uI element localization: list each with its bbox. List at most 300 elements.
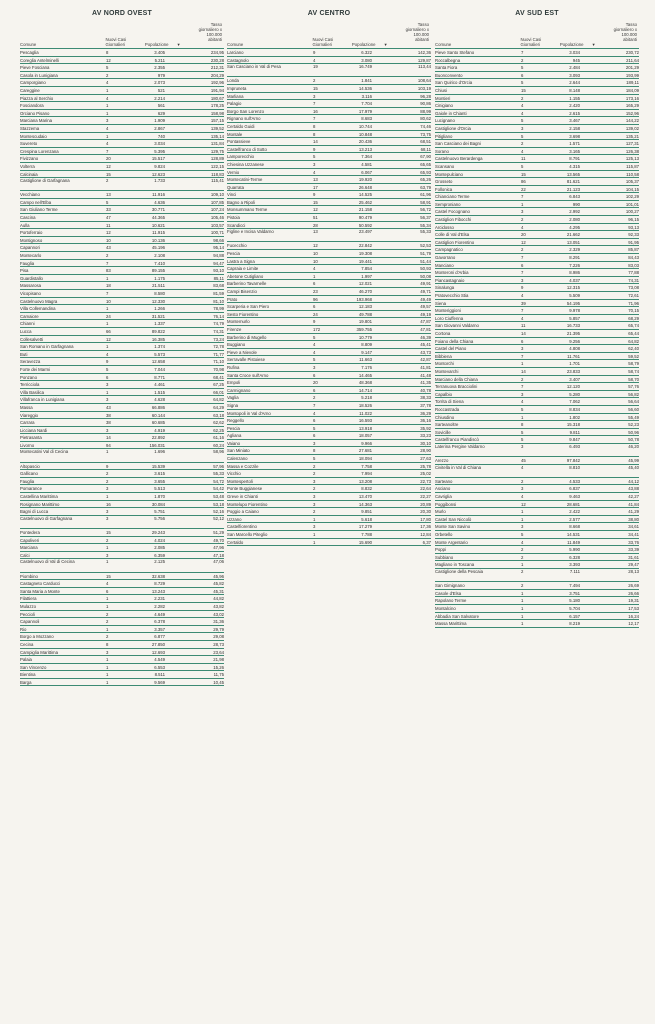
cell-comune: Casola in Lunigiana [20, 72, 58, 78]
table-row [20, 552, 224, 560]
table-row [20, 611, 224, 619]
cell-nuovi-casi: 1 [106, 133, 109, 139]
table-row [435, 478, 639, 486]
cell-comune: Santa Fiora [435, 65, 458, 71]
cell-comune: Greve in Chianti [227, 494, 258, 500]
section-title: AV NORD OVEST [91, 10, 153, 17]
table-row [227, 169, 431, 177]
cell-nuovi-casi: 4 [521, 464, 524, 470]
table-row [20, 493, 224, 501]
cell-comune: Poggio a Caiano [227, 509, 259, 515]
cell-comune: Montecarlo [20, 253, 42, 259]
header-tasso-line: giornaliero x [198, 27, 222, 32]
cell-popolazione: 21.123 [566, 186, 580, 192]
cell-comune: Bientina [20, 672, 36, 678]
cell-tasso: 122,15 [210, 163, 224, 169]
cell-nuovi-casi: 4 [521, 293, 524, 298]
cell-comune: Chiesina Uzzanese [227, 161, 265, 167]
cell-nuovi-casi: 10 [106, 298, 111, 304]
cell-popolazione: 1.374 [154, 344, 165, 350]
cell-nuovi-casi: 3 [521, 346, 524, 352]
cell-tasso: 102,29 [625, 194, 639, 200]
cell-nuovi-casi: 1 [106, 626, 109, 632]
cell-nuovi-casi: 5 [106, 199, 109, 205]
table-row [227, 242, 431, 250]
cell-tasso: 43,73 [420, 349, 431, 355]
cell-nuovi-casi: 24 [313, 311, 318, 317]
cell-nuovi-casi: 9 [313, 319, 316, 325]
cell-popolazione: 11.663 [359, 357, 372, 363]
cell-tasso: 50,96 [628, 429, 639, 435]
sort-desc-icon: ▼ [176, 42, 181, 47]
cell-popolazione: 629 [157, 110, 165, 116]
cell-popolazione: 10.621 [151, 222, 165, 228]
cell-comune: Aulla [20, 222, 30, 228]
cell-comune: Signa [227, 402, 238, 408]
cell-popolazione: 8.148 [569, 87, 580, 93]
cell-comune: Altopascio [20, 463, 40, 469]
table-row [20, 267, 224, 275]
table-row [227, 64, 431, 77]
header-comune: Comune [20, 42, 37, 47]
table-row [435, 493, 639, 501]
table-row [435, 554, 639, 562]
table-row [20, 206, 224, 214]
cell-nuovi-casi: 8 [313, 448, 316, 454]
cell-popolazione: 27.850 [151, 641, 165, 647]
column-av-centro [227, 8, 431, 546]
header-tasso-line: 100.000 [206, 32, 222, 37]
cell-comune: Barga [20, 679, 32, 685]
cell-comune: Montepulciano [435, 171, 463, 177]
table-row [435, 508, 639, 516]
cell-popolazione: 12.658 [151, 359, 165, 365]
cell-comune: Torrita di Siena [435, 399, 464, 405]
cell-comune: Vaiano [227, 440, 241, 446]
cell-popolazione: 10.744 [358, 123, 372, 129]
cell-nuovi-casi: 2 [521, 57, 524, 63]
table-row [435, 613, 639, 621]
cell-popolazione: 4.628 [154, 397, 165, 403]
cell-popolazione: 11.916 [152, 192, 165, 198]
cell-tasso: 74,31 [213, 328, 224, 334]
cell-tasso: 49,71 [420, 289, 431, 294]
cell-tasso: 93,10 [213, 268, 224, 274]
cell-comune: Lucca [20, 328, 32, 334]
cell-comune: Santa Maria a Monte [20, 588, 60, 594]
cell-nuovi-casi: 1 [106, 103, 109, 109]
table-row [435, 391, 639, 399]
cell-comune: Monteroni d'Arbia [435, 270, 469, 276]
cell-nuovi-casi: 2 [106, 619, 109, 625]
cell-tasso: 58,70 [628, 376, 639, 382]
table-row [20, 313, 224, 321]
cell-tasso: 37,78 [420, 402, 431, 408]
cell-comune: Monteriggioni [435, 308, 461, 314]
cell-tasso: 12,84 [420, 532, 431, 537]
cell-nuovi-casi: 3 [106, 515, 109, 521]
table-row [227, 402, 431, 410]
cell-nuovi-casi: 6 [313, 281, 316, 287]
cell-comune: Castelnuovo di Garfagnana [20, 515, 73, 521]
cell-nuovi-casi: 16 [106, 501, 111, 507]
cell-nuovi-casi: 4 [521, 539, 524, 545]
cell-comune: Piancastagnaio [435, 277, 465, 283]
table-row [20, 381, 224, 389]
cell-tasso: 115,41 [211, 178, 224, 184]
table-row [435, 231, 639, 239]
table-row [227, 123, 431, 131]
cell-popolazione: 7.111 [569, 568, 580, 574]
cell-comune: Capraia e Limite [227, 266, 259, 272]
cell-tasso: 189,11 [626, 80, 639, 86]
cell-tasso: 101,01 [625, 201, 639, 207]
table-row [20, 633, 224, 641]
cell-nuovi-casi: 2 [521, 568, 524, 574]
cell-tasso: 71,10 [213, 359, 224, 365]
cell-tasso: 96,15 [628, 217, 639, 223]
table-row [227, 508, 431, 516]
cell-popolazione: 9.147 [361, 349, 372, 355]
cell-comune: Londa [227, 78, 239, 84]
header-tasso [171, 22, 224, 47]
cell-comune: Calcinaia [20, 171, 38, 177]
cell-popolazione: 17.279 [358, 524, 372, 530]
cell-nuovi-casi: 4 [106, 95, 109, 101]
cell-popolazione: 4.919 [154, 427, 165, 433]
cell-tasso: 91,95 [628, 239, 639, 245]
cell-comune: San Romano in Garfagnana [20, 344, 74, 350]
cell-popolazione: 18.526 [358, 402, 372, 408]
cell-popolazione: 21.511 [152, 283, 165, 289]
cell-popolazione: 4.533 [569, 478, 580, 484]
cell-comune: Santa Croce sull'Arno [227, 372, 269, 378]
cell-comune: Marliana [227, 93, 244, 99]
cell-tasso: 58,96 [213, 449, 224, 455]
cell-popolazione: 5.704 [569, 605, 580, 611]
cell-comune: Agliana [227, 433, 242, 439]
cell-comune: Castelnuovo di Val di Cecina [20, 559, 75, 565]
cell-comune: Roccastrada [435, 406, 460, 412]
header-tasso-line: abitanti [623, 37, 637, 42]
cell-tasso: 51,29 [213, 530, 224, 535]
cell-comune: Coreglia Antelminelli [20, 57, 59, 63]
table-row [20, 595, 224, 603]
cell-comune: San Casciano dei Bagni [435, 141, 481, 147]
cell-comune: Rosignano Marittimo [20, 501, 60, 507]
cell-tasso: 65,44 [628, 330, 639, 336]
cell-nuovi-casi: 9 [106, 463, 109, 469]
cell-popolazione: 7.758 [361, 463, 372, 469]
cell-tasso: 41,84 [628, 501, 639, 507]
cell-nuovi-casi: 5 [521, 532, 524, 537]
table-row [20, 191, 224, 199]
cell-comune: Impruneta [227, 85, 247, 91]
cell-popolazione: 12.120 [566, 384, 580, 390]
cell-nuovi-casi: 1 [106, 344, 109, 350]
table-row [435, 465, 639, 478]
table-row [227, 138, 431, 146]
cell-popolazione: 11.849 [567, 539, 580, 545]
table-row [227, 341, 431, 349]
cell-nuovi-casi: 4 [521, 224, 524, 230]
cell-popolazione: 4.037 [569, 277, 580, 283]
header-tasso-line: abitanti [208, 37, 222, 42]
cell-popolazione: 7.494 [569, 583, 580, 589]
cell-tasso: 77,88 [628, 270, 639, 276]
cell-nuovi-casi: 3 [521, 391, 524, 397]
cell-tasso: 52,53 [420, 243, 431, 249]
table-row [227, 214, 431, 222]
cell-nuovi-casi: 24 [106, 313, 111, 319]
cell-tasso: 63,18 [213, 412, 224, 418]
cell-nuovi-casi: 43 [106, 404, 111, 410]
cell-tasso: 65,26 [420, 177, 431, 183]
table-row [227, 387, 431, 395]
cell-popolazione: 8.219 [569, 621, 580, 627]
section-title: AV SUD EST [515, 10, 559, 17]
table-row [227, 288, 431, 296]
table-row [227, 77, 431, 85]
cell-tasso: 45,40 [628, 464, 639, 470]
cell-comune: Peccioli [20, 611, 35, 617]
cell-comune: Pietrasanta [20, 435, 42, 441]
table-row [20, 133, 224, 141]
cell-nuovi-casi: 7 [521, 50, 524, 55]
header-popolazione: Popolazione [144, 42, 169, 47]
cell-comune: Rapolano Terme [435, 598, 467, 604]
table-row [227, 85, 431, 93]
table-row [227, 280, 431, 288]
cell-comune: Piazza al Serchio [20, 95, 54, 101]
cell-nuovi-casi: 2 [521, 583, 524, 589]
cell-comune: Castiglione d'Orcia [435, 125, 471, 131]
cell-comune: Castagnolo [227, 57, 249, 63]
table-row [20, 404, 224, 412]
cell-comune: Buti [20, 351, 28, 357]
cell-nuovi-casi: 1 [313, 539, 316, 545]
cell-tasso: 84,43 [628, 255, 639, 261]
table-row [20, 478, 224, 486]
cell-popolazione: 14.525 [358, 192, 372, 198]
cell-comune: Gallicano [20, 471, 38, 477]
cell-tasso: 81,59 [213, 291, 224, 296]
cell-popolazione: 1.571 [569, 141, 580, 147]
table-row [20, 49, 224, 57]
cell-tasso: 71,96 [628, 300, 639, 306]
cell-tasso: 113,44 [418, 64, 431, 70]
cell-popolazione: 16.385 [151, 336, 165, 342]
header-popolazione: Popolazione [351, 42, 376, 47]
cell-tasso: 94,88 [213, 253, 224, 259]
cell-comune: Vaglia [227, 395, 239, 401]
cell-nuovi-casi: 4 [313, 57, 316, 63]
table-row [20, 366, 224, 374]
cell-comune: Cecina [20, 641, 34, 647]
cell-tasso: 56,37 [420, 215, 431, 221]
table-row [227, 349, 431, 357]
cell-popolazione: 990 [572, 201, 580, 207]
cell-tasso: 60,24 [213, 442, 224, 448]
cell-tasso: 47,81 [420, 326, 431, 332]
cell-nuovi-casi: 3 [106, 509, 109, 515]
cell-comune: Montalcino [435, 605, 456, 611]
cell-tasso: 49,49 [420, 296, 431, 302]
cell-popolazione: 14.531 [566, 532, 580, 537]
cell-comune: Pieve a Nievole [227, 349, 257, 355]
table-row [227, 49, 431, 57]
table-row [227, 379, 431, 387]
cell-nuovi-casi: 5 [313, 456, 316, 462]
table-row [20, 222, 224, 230]
table-row [435, 292, 639, 300]
cell-popolazione: 1.701 [569, 361, 580, 367]
cell-comune: Rio [20, 626, 27, 632]
table-row [20, 178, 224, 191]
cell-tasso: 33,23 [420, 433, 431, 439]
cell-tasso: 64,82 [628, 338, 639, 344]
cell-comune: Vecchiano [20, 192, 40, 198]
cell-tasso: 43,02 [213, 611, 224, 617]
cell-popolazione: 66.886 [151, 404, 165, 410]
cell-popolazione: 12.693 [151, 649, 165, 655]
cell-comune: Siena [435, 300, 446, 306]
cell-nuovi-casi: 3 [313, 161, 316, 167]
cell-nuovi-casi: 14 [521, 368, 526, 374]
table-row [20, 412, 224, 420]
cell-popolazione: 193.968 [356, 296, 372, 302]
cell-comune: Pratovecchio Stia [435, 293, 469, 298]
cell-popolazione: 9.811 [569, 429, 580, 435]
cell-nuovi-casi: 4 [313, 342, 316, 348]
table-row [435, 546, 639, 554]
cell-popolazione: 22.892 [151, 435, 165, 441]
cell-nuovi-casi: 2 [521, 95, 524, 101]
cell-nuovi-casi: 2 [106, 611, 109, 617]
cell-comune: Fivizzano [20, 156, 39, 162]
cell-tasso: 64,29 [213, 404, 224, 410]
table-row [20, 516, 224, 529]
cell-nuovi-casi: 1 [106, 559, 109, 565]
cell-comune: San Giovanni Valdarno [435, 323, 479, 329]
cell-popolazione: 15.690 [358, 539, 372, 545]
cell-nuovi-casi: 3 [313, 93, 316, 99]
cell-popolazione: 44.365 [151, 215, 165, 221]
header-comune: Comune [227, 42, 244, 47]
cell-tasso: 78,99 [213, 306, 224, 312]
cell-tasso: 125,13 [625, 156, 639, 162]
cell-popolazione: 6.378 [154, 619, 165, 625]
cell-tasso: 29,79 [213, 626, 224, 632]
table-row [20, 434, 224, 442]
cell-popolazione: 13.565 [566, 171, 580, 177]
cell-tasso: 56,64 [628, 399, 639, 405]
cell-tasso: 51,79 [420, 251, 431, 257]
table-row [20, 358, 224, 366]
table-row [435, 269, 639, 277]
table-row [20, 320, 224, 328]
cell-popolazione: 7.410 [154, 260, 165, 266]
cell-popolazione: 7.854 [361, 266, 372, 272]
cell-tasso: 66,01 [213, 389, 224, 395]
cell-nuovi-casi: 3 [313, 524, 316, 530]
cell-popolazione: 3.698 [569, 133, 580, 139]
cell-popolazione: 97.842 [566, 458, 580, 464]
cell-tasso: 184,09 [625, 87, 639, 93]
cell-comune: Terranuova Bracciolini [435, 384, 478, 390]
cell-popolazione: 15.539 [151, 463, 165, 469]
table-row [20, 649, 224, 657]
cell-nuovi-casi: 4 [106, 125, 109, 131]
cell-tasso: 234,95 [210, 50, 224, 55]
cell-tasso: 71,77 [213, 351, 224, 357]
cell-comune: Montelupo Fiorentino [227, 501, 268, 507]
cell-tasso: 110,58 [626, 171, 639, 177]
cell-comune: Reggello [227, 418, 244, 424]
cell-nuovi-casi: 1 [313, 273, 316, 279]
cell-comune: San Miniato [227, 448, 250, 454]
cell-comune: Firenze [227, 326, 242, 332]
cell-tasso: 158,98 [210, 110, 224, 116]
cell-popolazione: 10.136 [151, 237, 165, 243]
cell-tasso: 74,31 [628, 277, 639, 283]
cell-comune: Sarteano [435, 478, 453, 484]
cell-popolazione: 2.867 [154, 125, 165, 131]
cell-popolazione: 31.521 [151, 313, 165, 319]
cell-nuovi-casi: 5 [521, 163, 524, 169]
table-row [20, 671, 224, 679]
table-row [227, 161, 431, 169]
column-av-sud-est [435, 8, 639, 628]
cell-nuovi-casi: 15 [106, 171, 111, 177]
table-row [227, 131, 431, 139]
cell-popolazione: 3.093 [569, 72, 580, 78]
cell-comune: Camporgiano [20, 80, 46, 86]
cell-tasso: 26,66 [628, 590, 639, 596]
cell-nuovi-casi: 1 [521, 361, 524, 367]
cell-nuovi-casi: 1 [106, 110, 109, 116]
cell-tasso: 152,96 [625, 110, 639, 116]
table-row [435, 338, 639, 346]
table-row [20, 87, 224, 95]
cell-popolazione: 9.463 [569, 494, 580, 500]
table-row [227, 229, 431, 242]
table-row [227, 258, 431, 266]
cell-nuovi-casi: 1 [521, 613, 524, 619]
cell-popolazione: 2.420 [569, 103, 580, 109]
cell-popolazione: 14.714 [358, 387, 372, 393]
table-row [435, 398, 639, 406]
cell-comune: Montorchi [435, 361, 454, 367]
table-row [435, 125, 639, 133]
cell-nuovi-casi: 12 [106, 230, 111, 236]
cell-nuovi-casi: 3 [521, 443, 524, 449]
cell-comune: Campi Bisenzio [227, 289, 257, 294]
cell-tasso: 96,28 [420, 93, 431, 99]
header-nuovi-casi-line: Nuovi Casi [105, 37, 127, 42]
table-row [20, 343, 224, 351]
table-row [20, 275, 224, 283]
cell-popolazione: 28.681 [566, 501, 580, 507]
table-row [20, 125, 224, 133]
cell-nuovi-casi: 1 [521, 201, 524, 207]
cell-popolazione: 5.218 [361, 395, 372, 401]
table-row [435, 383, 639, 391]
cell-nuovi-casi: 14 [521, 330, 526, 336]
table-row [20, 389, 224, 397]
cell-popolazione: 1.175 [154, 275, 165, 281]
cell-nuovi-casi: 6 [313, 304, 316, 310]
